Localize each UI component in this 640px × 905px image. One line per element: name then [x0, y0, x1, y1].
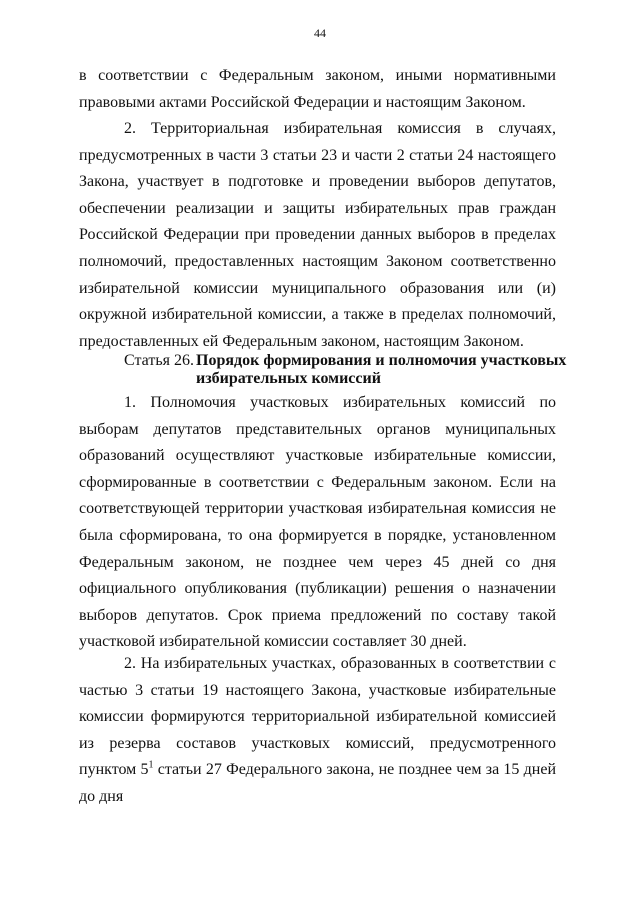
article-label: Статья 26. — [124, 352, 194, 369]
paragraph-2-block — [79, 116, 556, 355]
article-paragraph-1: 1. Полномочия участковых избирательных комиссий по выборам депутатов представительных органов муниципальных образований осуществляют участковые избирательные комиссии, сформированные в соответствии с Федеральным законом. Если на соответствующей территории участковая избирательная комиссия не была сформирована, то она формируется в порядке, установленном Федеральным законом, не позднее чем через 45 дней со дня официального опубликования (публикации) решения о назначении выборов депутатов. Срок приема предложений по составу такой участковой избирательной комиссии составляет 30 дней. — [79, 394, 556, 651]
article-title — [196, 352, 576, 388]
article-heading — [124, 352, 584, 388]
article-paragraph-2-text-a: 2. На избирательных участках, образованных в соответствии с частью 3 статьи 19 настоящего Закона, участковые избирательные комиссии формируются территориальной избирательной комиссией из резерва составов участковых комиссий, предусмотренного пунктом 5 — [79, 655, 556, 779]
continuation-paragraph: в соответствии с Федеральным законом, иными нормативными правовыми актами Российской Федерации и настоящим Законом. — [79, 67, 556, 111]
article-title-line-1: Порядок формирования и полномочия участковых — [196, 352, 567, 369]
article-paragraph-2 — [79, 651, 556, 811]
superscript-marker: 1 — [148, 760, 154, 772]
article-title-line-2: избирательных комиссий — [196, 370, 381, 387]
article-paragraph-2-block — [79, 651, 556, 811]
article-paragraph-2-text-b: статьи 27 Федерального закона, не позднее чем за 15 дней до дня — [79, 761, 556, 805]
continuation-block — [79, 63, 556, 116]
article-paragraph-1-block — [79, 390, 556, 656]
page-number: 44 — [314, 26, 326, 40]
paragraph-2: 2. Территориальная избирательная комиссия в случаях, предусмотренных в части 3 статьи 23 и части 2 статьи 24 настоящего Закона, участвует в подготовке и проведении выборов депутатов, обеспечении реализации и защиты избирательных прав граждан Российской Федерации при проведении данных выборов в пределах полномочий, предоставленных настоящим Законом соответственно избирательной комиссии муниципального образования или (и) окружной избирательной комиссии, а также в пределах полномочий, предоставленных ей Федеральным законом, настоящим Законом. — [79, 120, 556, 350]
